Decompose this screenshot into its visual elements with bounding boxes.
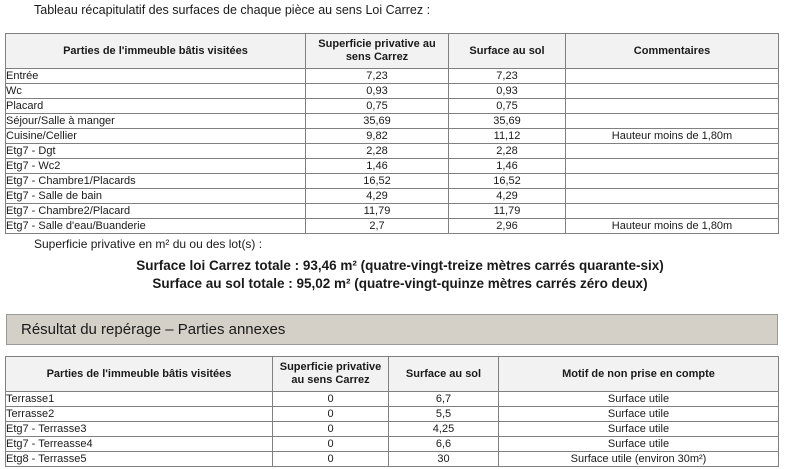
total-carrez-line: Surface loi Carrez totale : 93,46 m² (quatre-vingt-treize mètres carrés quarante-six) [136, 258, 664, 273]
column-header-parts: Parties de l'immeuble bâtis visitées [6, 357, 273, 392]
table-row [6, 144, 779, 159]
annex-carrez-area: 0 [273, 452, 389, 467]
room-floor-area: 11,79 [449, 204, 566, 219]
room-comment [566, 189, 779, 204]
table-row [6, 219, 779, 234]
room-comment [566, 69, 779, 84]
room-floor-area: 11,12 [449, 129, 566, 144]
annex-floor-area: 30 [389, 452, 499, 467]
annex-motif: Surface utile [499, 437, 779, 452]
summary-lead-text: Superficie privative en m² du ou des lot(s) : [34, 237, 263, 251]
rooms-surface-table [5, 33, 779, 234]
table-row [6, 407, 779, 422]
room-floor-area: 0,75 [449, 99, 566, 114]
room-carrez-area: 35,69 [306, 114, 449, 129]
room-name: Etg7 - Chambre2/Placard [6, 204, 306, 219]
page-title: Tableau récapitulatif des surfaces de chaque pièce au sens Loi Carrez : [34, 3, 431, 17]
annex-floor-area: 6,6 [389, 437, 499, 452]
annex-motif: Surface utile [499, 392, 779, 407]
room-comment [566, 204, 779, 219]
column-header-motif: Motif de non prise en compte [499, 357, 779, 392]
table-row [6, 189, 779, 204]
column-header-carrez: Superficie privative au sens Carrez [306, 34, 449, 69]
column-header-comments: Commentaires [566, 34, 779, 69]
annex-floor-area: 4,25 [389, 422, 499, 437]
room-comment [566, 84, 779, 99]
table-row [6, 129, 779, 144]
annex-motif: Surface utile [499, 407, 779, 422]
annex-motif: Surface utile [499, 422, 779, 437]
room-comment: Hauteur moins de 1,80m [566, 129, 779, 144]
room-carrez-area: 1,46 [306, 159, 449, 174]
room-floor-area: 4,29 [449, 189, 566, 204]
annex-name: Etg7 - Terreasse4 [6, 437, 273, 452]
room-name: Entrée [6, 69, 306, 84]
room-floor-area: 2,28 [449, 144, 566, 159]
room-comment [566, 99, 779, 114]
room-name: Etg7 - Chambre1/Placards [6, 174, 306, 189]
room-name: Cuisine/Cellier [6, 129, 306, 144]
table-row [6, 437, 779, 452]
annex-name: Terrasse2 [6, 407, 273, 422]
table-row [6, 174, 779, 189]
table-header-row [6, 357, 779, 392]
table-row [6, 99, 779, 114]
table-header-row [6, 34, 779, 69]
total-floor-area-line: Surface au sol totale : 95,02 m² (quatre-vingt-quinze mètres carrés zéro deux) [152, 276, 648, 291]
table-row [6, 159, 779, 174]
section-banner-annexes [6, 314, 778, 345]
room-floor-area: 16,52 [449, 174, 566, 189]
room-carrez-area: 0,93 [306, 84, 449, 99]
section-banner-title: Résultat du repérage – Parties annexes [21, 321, 286, 338]
annex-name: Etg7 - Terrasse3 [6, 422, 273, 437]
column-header-floor-area: Surface au sol [389, 357, 499, 392]
table-row [6, 422, 779, 437]
annex-carrez-area: 0 [273, 437, 389, 452]
room-carrez-area: 0,75 [306, 99, 449, 114]
annex-name: Terrasse1 [6, 392, 273, 407]
column-header-floor-area: Surface au sol [449, 34, 566, 69]
annex-name: Etg8 - Terrasse5 [6, 452, 273, 467]
room-carrez-area: 16,52 [306, 174, 449, 189]
room-name: Placard [6, 99, 306, 114]
room-carrez-area: 4,29 [306, 189, 449, 204]
table-row [6, 204, 779, 219]
room-floor-area: 35,69 [449, 114, 566, 129]
room-carrez-area: 9,82 [306, 129, 449, 144]
room-floor-area: 0,93 [449, 84, 566, 99]
room-name: Etg7 - Dgt [6, 144, 306, 159]
annex-floor-area: 5,5 [389, 407, 499, 422]
column-header-parts: Parties de l'immeuble bâtis visitées [6, 34, 306, 69]
room-name: Séjour/Salle à manger [6, 114, 306, 129]
room-comment [566, 144, 779, 159]
table-row [6, 69, 779, 84]
annex-motif: Surface utile (environ 30m²) [499, 452, 779, 467]
room-floor-area: 7,23 [449, 69, 566, 84]
table-row [6, 114, 779, 129]
room-comment [566, 159, 779, 174]
room-name: Etg7 - Wc2 [6, 159, 306, 174]
annexes-surface-table [5, 356, 779, 467]
room-name: Wc [6, 84, 306, 99]
table-row [6, 84, 779, 99]
room-comment: Hauteur moins de 1,80m [566, 219, 779, 234]
table-row [6, 392, 779, 407]
room-comment [566, 114, 779, 129]
room-carrez-area: 2,7 [306, 219, 449, 234]
summary-totals [0, 257, 800, 293]
annex-carrez-area: 0 [273, 392, 389, 407]
annex-floor-area: 6,7 [389, 392, 499, 407]
room-carrez-area: 7,23 [306, 69, 449, 84]
room-floor-area: 2,96 [449, 219, 566, 234]
room-name: Etg7 - Salle de bain [6, 189, 306, 204]
room-carrez-area: 2,28 [306, 144, 449, 159]
table-row [6, 452, 779, 467]
room-comment [566, 174, 779, 189]
annex-carrez-area: 0 [273, 407, 389, 422]
column-header-carrez: Superficie privative au sens Carrez [273, 357, 389, 392]
room-carrez-area: 11,79 [306, 204, 449, 219]
room-floor-area: 1,46 [449, 159, 566, 174]
annex-carrez-area: 0 [273, 422, 389, 437]
room-name: Etg7 - Salle d'eau/Buanderie [6, 219, 306, 234]
